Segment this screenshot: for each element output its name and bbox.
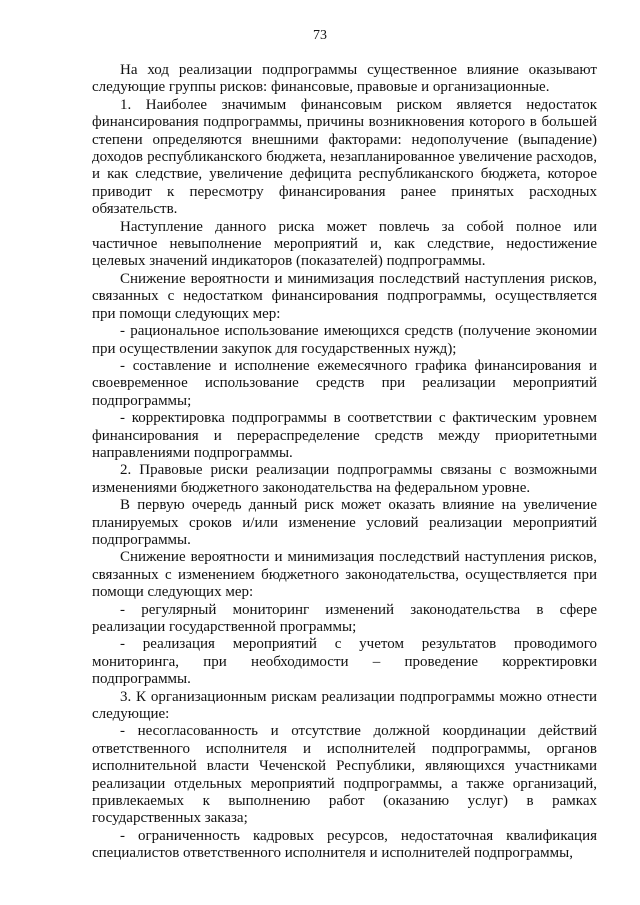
paragraph-financial-risk: 1. Наиболее значимым финансовым риском является недостаток финансирования подпрограммы, причины возникновения которого в большей степени определяются внешними факторами: недополучение (выпадение) доходов республиканского бюджета, незапланированное увеличение расходов, и как следствие, увеличение дефицита республиканского бюджета, которое приводит к пересмотру финансирования ранее принятых расходных обязательств. [92, 96, 597, 218]
paragraph-financial-mitigation: Снижение вероятности и минимизация последствий наступления рисков, связанных с недостатком финансирования подпрограммы, осуществляется при помощи следующих мер: [92, 270, 597, 322]
paragraph-risk-consequence: Наступление данного риска может повлечь за собой полное или частичное невыполнение мероприятий и, как следствие, недостижение целевых значений индикаторов (показателей) подпрограммы. [92, 218, 597, 270]
paragraph-organizational-risk: 3. К организационным рискам реализации подпрограммы можно отнести следующие: [92, 688, 597, 723]
list-item-monitoring: - регулярный мониторинг изменений законодательства в сфере реализации государственной программы; [92, 601, 597, 635]
paragraph-legal-risk-impact: В первую очередь данный риск может оказать влияние на увеличение планируемых сроков и/или изменение условий реализации мероприятий подпрограммы. [92, 497, 597, 548]
paragraph-risk-groups: На ход реализации подпрограммы существенное влияние оказывают следующие группы рисков: финансовые, правовые и организационные. [92, 62, 597, 96]
page-number: 73 [313, 28, 327, 43]
list-item-monthly-schedule: - составление и исполнение ежемесячного графика финансирования и своевременное использование средств при реализации мероприятий подпрограммы; [92, 357, 597, 409]
list-item-coordination: - несогласованность и отсутствие должной координации действий ответственного исполнителя и исполнителей подпрограммы, органов исполнительной власти Чеченской Республики, являющихся участниками реализации отдельных мероприятий подпрограммы, а также организаций, привлекаемых к выполнению работ (оказанию услуг) в рамках государственных заказа; [92, 723, 597, 827]
list-item-implementation: - реализация мероприятий с учетом результатов проводимого мониторинга, при необходимости – проведение корректировки подпрограммы. [92, 636, 597, 688]
list-item-staff-resources: - ограниченность кадровых ресурсов, недостаточная квалификация специалистов ответственного исполнителя и исполнителей подпрограммы, [92, 827, 597, 862]
list-item-rational-use: - рациональное использование имеющихся средств (получение экономии при осуществлении закупок для государственных нужд); [92, 323, 597, 357]
list-item-program-adjustment: - корректировка подпрограммы в соответствии с фактическим уровнем финансирования и перераспределение средств между приоритетными направлениями подпрограммы. [92, 410, 597, 461]
paragraph-legal-mitigation: Снижение вероятности и минимизация последствий наступления рисков, связанных с изменением бюджетного законодательства, осуществляется при помощи следующих мер: [92, 549, 597, 601]
paragraph-legal-risk: 2. Правовые риски реализации подпрограммы связаны с возможными изменениями бюджетного законодательства на федеральном уровне. [92, 462, 597, 496]
document-body [92, 62, 597, 863]
